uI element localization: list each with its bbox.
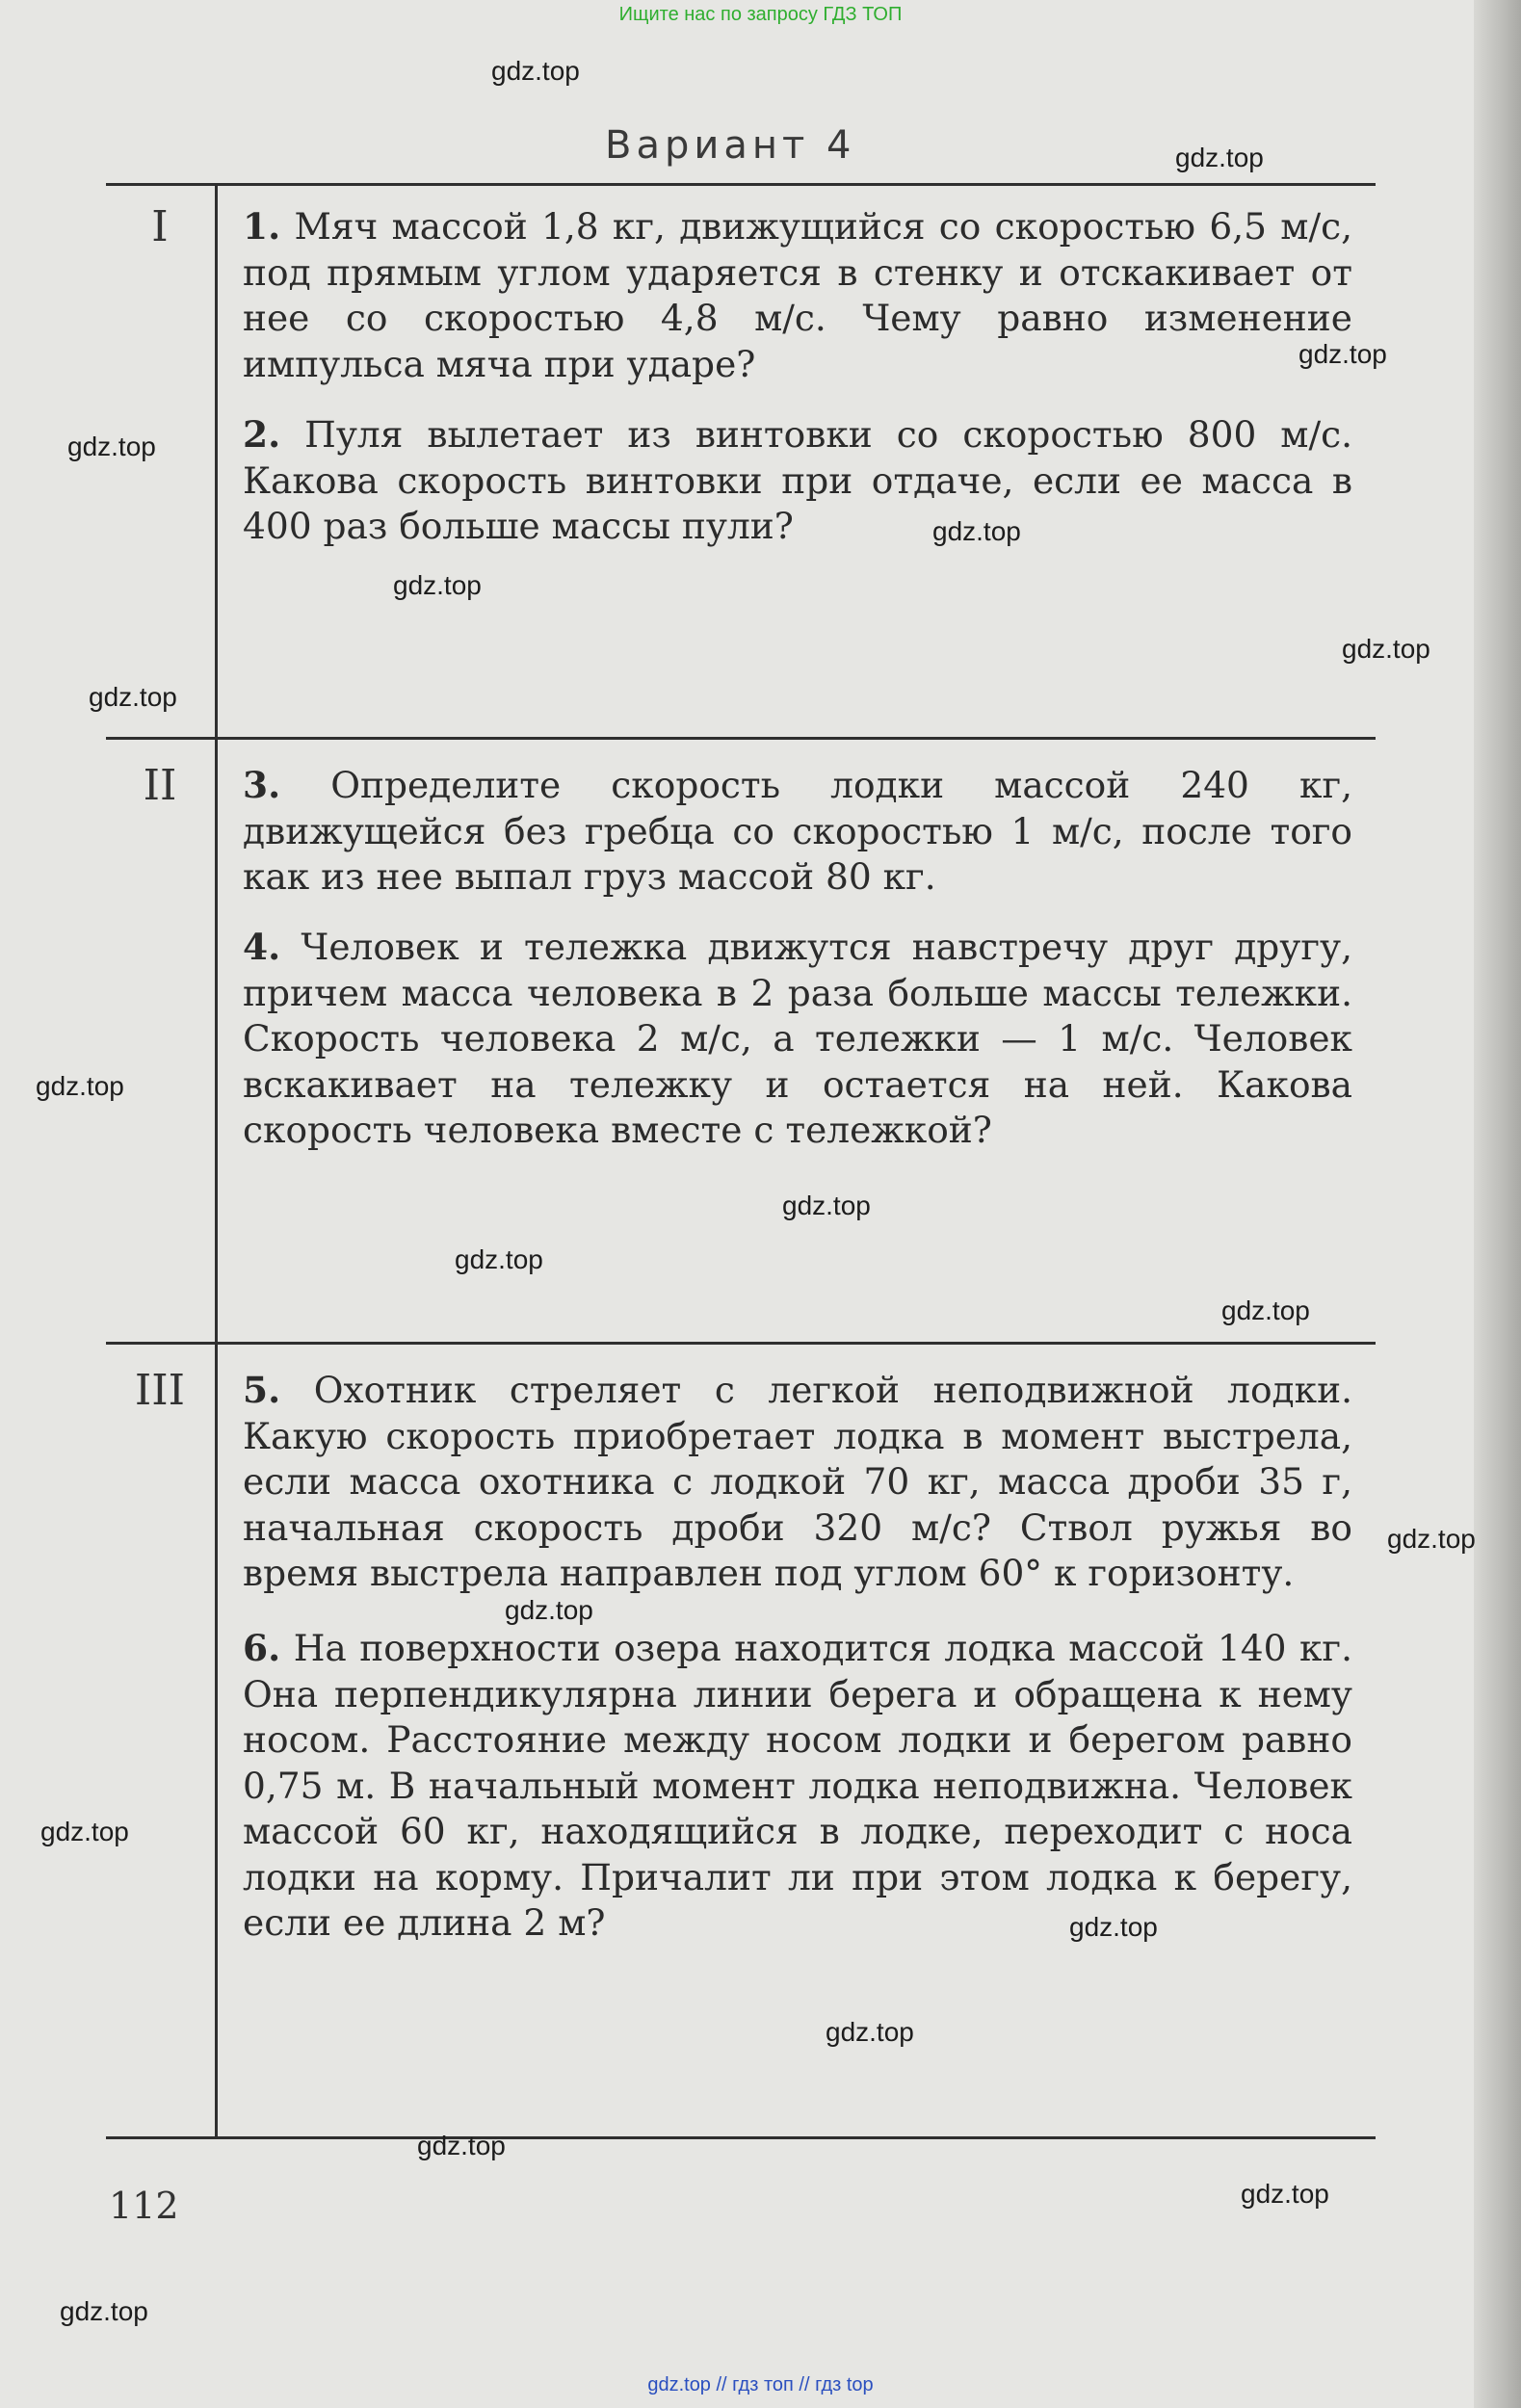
watermark: gdz.top bbox=[393, 570, 482, 600]
watermark: gdz.top bbox=[60, 2296, 148, 2326]
problem-number: 6. bbox=[243, 1627, 281, 1669]
watermark: gdz.top bbox=[826, 2017, 914, 2047]
table-column-rule bbox=[215, 183, 218, 2139]
watermark: gdz.top bbox=[1175, 143, 1264, 172]
watermark: gdz.top bbox=[1221, 1296, 1310, 1325]
watermark: gdz.top bbox=[491, 56, 580, 86]
page-number: 112 bbox=[109, 2185, 179, 2227]
watermark: gdz.top bbox=[1241, 2179, 1329, 2209]
section-divider-1 bbox=[106, 737, 1376, 740]
header-link[interactable]: Ищите нас по запросу ГДЗ ТОП bbox=[618, 4, 903, 25]
problem-text: Мяч массой 1,8 кг, движущийся со скоростью 6,5 м/с, под прямым углом ударяется в стенку и отскакивает от нее со скоростью 4,8 м/с. Чему равно изменение импульса мяча при ударе? bbox=[243, 205, 1352, 385]
table-bottom-rule bbox=[106, 2136, 1376, 2139]
watermark: gdz.top bbox=[1069, 1912, 1158, 1942]
footer-links[interactable]: gdz.top // гдз топ // гдз top bbox=[647, 2374, 874, 2395]
problem-2 bbox=[243, 412, 1352, 550]
problem-text: Пуля вылетает из винтовки со скоростью 800 м/с. Какова скорость винтовки при отдаче, если ее масса в 400 раз больше массы пули? bbox=[243, 413, 1353, 547]
watermark: gdz.top bbox=[932, 516, 1021, 546]
watermark: gdz.top bbox=[1387, 1524, 1476, 1554]
problem-number: 3. bbox=[243, 764, 281, 806]
problem-1 bbox=[243, 204, 1352, 387]
level-label-3: III bbox=[134, 1366, 186, 1415]
scan-edge-shadow bbox=[1474, 0, 1521, 2408]
problem-number: 1. bbox=[243, 205, 281, 248]
watermark: gdz.top bbox=[455, 1244, 543, 1274]
page-title: Вариант 4 bbox=[605, 123, 856, 168]
watermark: gdz.top bbox=[36, 1071, 124, 1101]
problem-3 bbox=[243, 763, 1352, 901]
watermark: gdz.top bbox=[505, 1595, 593, 1625]
problem-number: 4. bbox=[243, 926, 281, 968]
level-label-1: I bbox=[151, 202, 169, 251]
watermark: gdz.top bbox=[89, 682, 177, 712]
problem-4 bbox=[243, 925, 1352, 1154]
problem-text: На поверхности озера находится лодка массой 140 кг. Она перпендикулярна линии берега и обращена к нему носом. Расстояние между носом лодки и берегом равно 0,75 м. В начальный момент лодка неподвижна. Человек массой 60 кг, находящийся в лодке, переходит с носа лодки на корму. Причалит ли при этом лодка к берегу, если ее длина 2 м? bbox=[243, 1627, 1352, 1944]
watermark: gdz.top bbox=[782, 1191, 871, 1220]
problem-6 bbox=[243, 1626, 1352, 1947]
watermark: gdz.top bbox=[1342, 634, 1430, 664]
problem-number: 2. bbox=[243, 413, 281, 456]
problem-text: Определите скорость лодки массой 240 кг, движущейся без гребца со скоростью 1 м/с, после того как из нее выпал груз массой 80 кг. bbox=[243, 764, 1353, 898]
problem-5 bbox=[243, 1368, 1352, 1597]
problem-number: 5. bbox=[243, 1369, 281, 1411]
watermark: gdz.top bbox=[40, 1817, 129, 1846]
level-label-2: II bbox=[143, 761, 177, 810]
section-divider-2 bbox=[106, 1342, 1376, 1345]
watermark: gdz.top bbox=[417, 2131, 506, 2160]
watermark: gdz.top bbox=[1298, 339, 1387, 369]
problem-text: Человек и тележка движутся навстречу друг другу, причем масса человека в 2 раза больше массы тележки. Скорость человека 2 м/с, а тележки — 1 м/с. Человек вскакивает на тележку и остается на ней. Какова скорость человека вместе с тележкой? bbox=[243, 926, 1352, 1151]
watermark: gdz.top bbox=[67, 432, 156, 461]
table-top-rule bbox=[106, 183, 1376, 186]
problem-text: Охотник стреляет с легкой неподвижной лодки. Какую скорость приобретает лодка в момент выстрела, если масса охотника с лодкой 70 кг, масса дроби 35 г, начальная скорость дроби 320 м/с? Ствол ружья во время выстрела направлен под углом 60° к горизонту. bbox=[243, 1369, 1353, 1594]
